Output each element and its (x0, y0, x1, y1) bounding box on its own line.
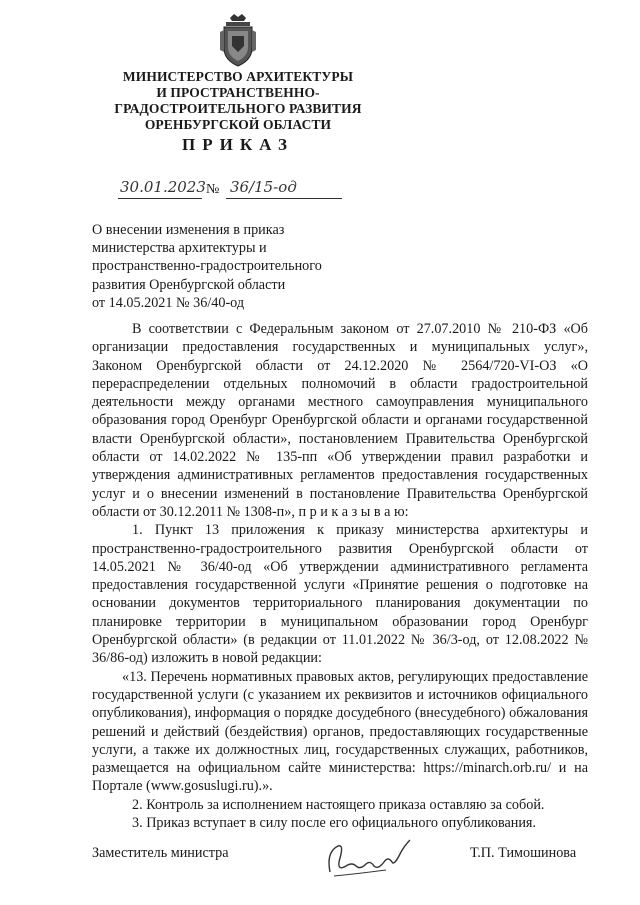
point-1-paragraph: 1. Пункт 13 приложения к приказу министерства архитектуры и пространственно-градостроительного развития Оренбургской области от 14.05.2021 № 36/40-од «Об утверждении административного регламента предоставления государственной услуги «Принятие решения о подготовке на основании документов территориального планирования документации по планировке территории в муниципальном образовании город Оренбург Оренбургской области» (в редакции от 11.01.2022 № 36/3-од, от 12.08.2022 № 36/86-од) изложить в новой редакции: (92, 522, 588, 667)
signatory-name: Т.П. Тимошинова (470, 845, 577, 861)
preamble-paragraph (92, 320, 588, 521)
subject-line: пространственно-градостроительного (92, 258, 322, 275)
ministry-line: ОРЕНБУРГСКОЙ ОБЛАСТИ (144, 117, 332, 132)
point-3-paragraph: 3. Приказ вступает в силу после его официального опубликования. (132, 815, 537, 832)
subject-line: развития Оренбургской области (92, 276, 286, 293)
point-13-quote: «13. Перечень нормативных правовых актов, регулирующих предоставление государственной услуги (с указанием их реквизитов и источников официального опубликования), информация о порядке досудебного (внесудебного) обжалования решений и действий (бездействия) органов, предоставляющих государственные услуги, а также их должностных лиц, государственных служащих, работников, размещается на официальном сайте министерства: https://minarch.orb.ru/ и на Портале (www.gosuslugi.ru).». (92, 668, 588, 795)
subject-line: министерства архитектуры и (92, 240, 267, 257)
signatory-position: Заместитель министра (92, 845, 229, 861)
ministry-line: ГРАДОСТРОИТЕЛЬНОГО РАЗВИТИЯ (114, 101, 362, 116)
coat-of-arms-emblem (216, 12, 260, 68)
date-number-line (118, 178, 344, 202)
subject-line: от 14.05.2021 № 36/40-од (92, 294, 245, 311)
ministry-line: МИНИСТЕРСТВО АРХИТЕКТУРЫ (122, 69, 354, 84)
document-type-title: ПРИКАЗ (182, 135, 294, 154)
order-subject (92, 221, 382, 312)
ministry-name (92, 69, 384, 133)
preamble-text: В соответствии с Федеральным законом от 27.07.2010 № 210-ФЗ «Об организации предоставления государственных и муниципальных услуг», Законом Оренбургской области от 24.12.2020 № 2564/720-VI-ОЗ «О перераспределении отдельных полномочий в области градостроительной деятельности между органами местного самоуправления муниципального образования город Оренбург Оренбургской области и органами государственной власти Оренбургской области», постановлением Правительства Оренбургской области от 14.02.2022 № 135-пп «Об утверждении правил разработки и утверждения административных регламентов предоставления государственных услуг и о внесении изменений в постановление Правительства Оренбургской области от 30.12.2011 № 1308-п», (92, 321, 588, 520)
subject-line: О внесении изменения в приказ (92, 222, 285, 238)
ministry-line: И ПРОСТРАНСТВЕННО- (156, 85, 320, 100)
order-number: 36/15-од (230, 178, 297, 196)
number-underline (226, 198, 342, 199)
date-underline (118, 198, 202, 199)
order-word: п р и к а з ы в а ю: (298, 503, 409, 520)
order-body (92, 320, 588, 832)
order-date: 30.01.2023 (120, 178, 206, 196)
handwritten-signature (316, 832, 416, 884)
number-sign: № (206, 182, 220, 197)
point-2-paragraph: 2. Контроль за исполнением настоящего приказа оставляю за собой. (132, 796, 545, 813)
